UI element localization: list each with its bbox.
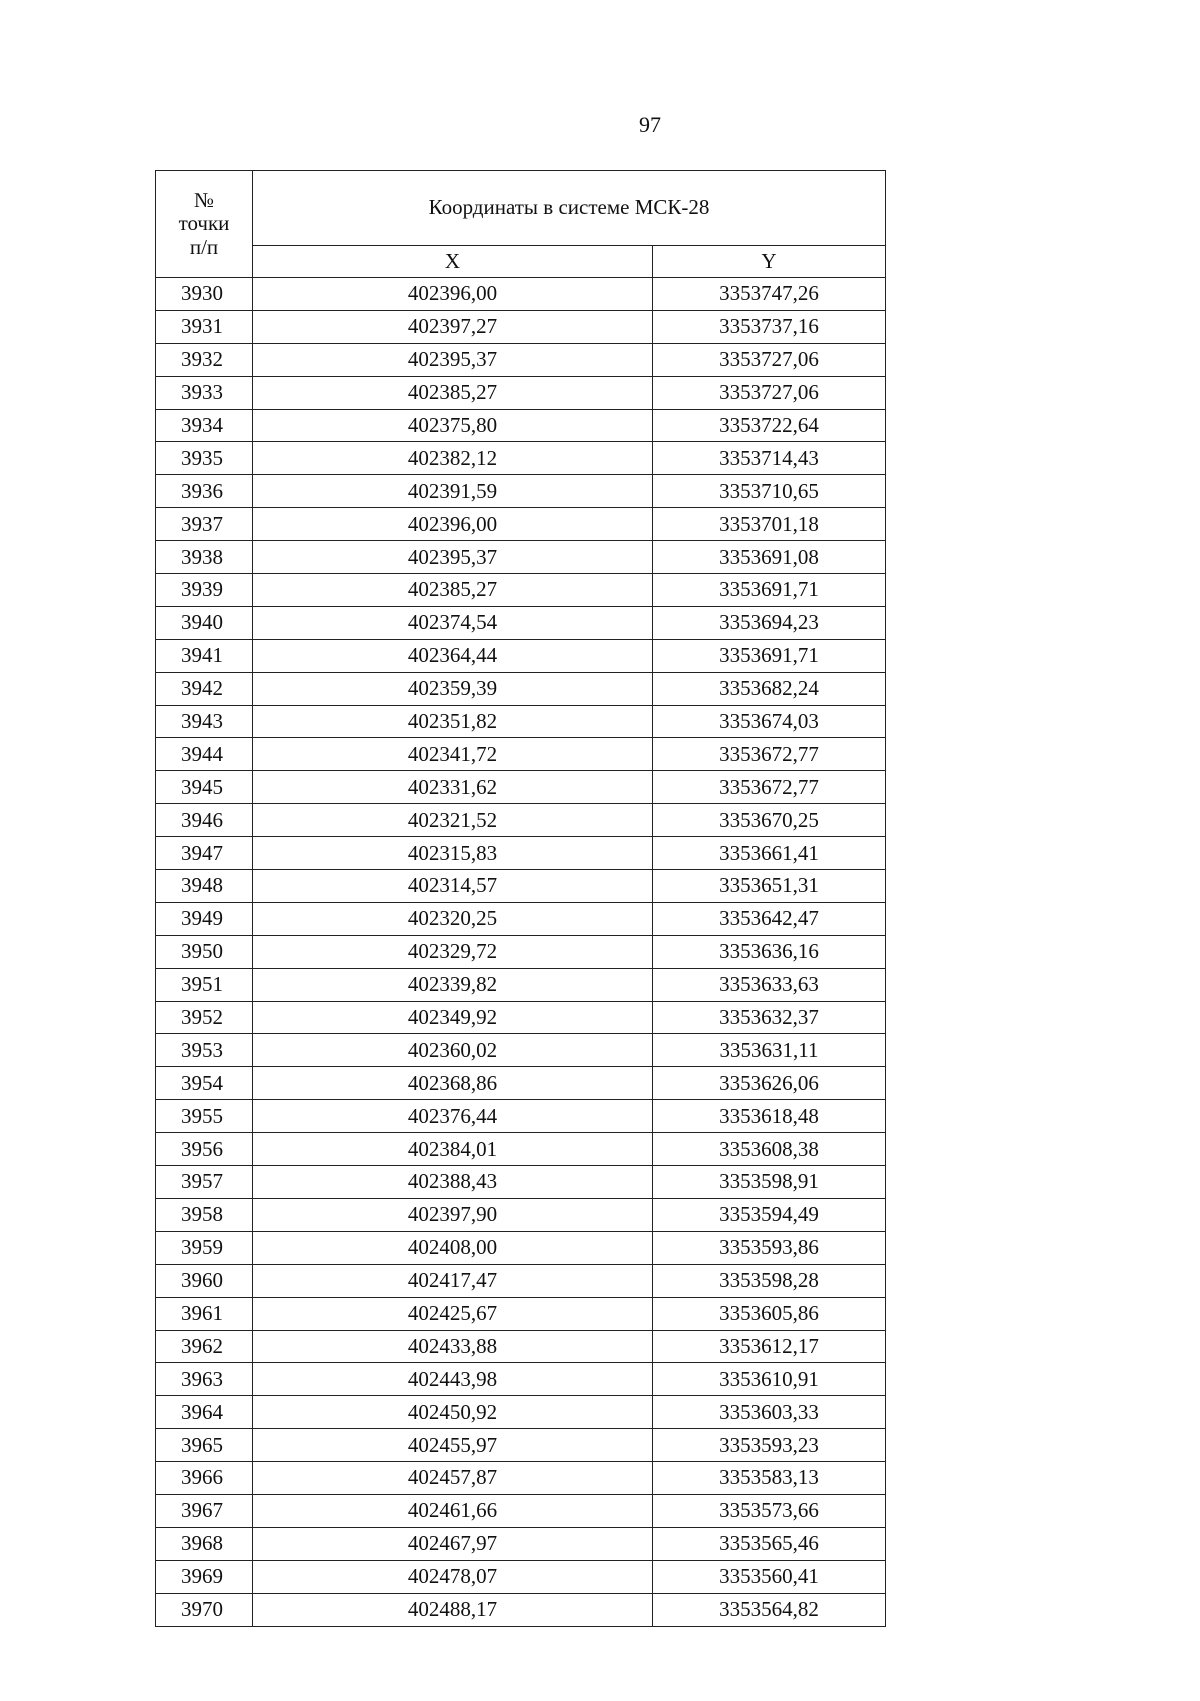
table-row <box>156 705 886 738</box>
point-number-cell: 3956 <box>156 1133 253 1166</box>
table-row <box>156 1264 886 1297</box>
point-number-header-line: п/п <box>189 234 219 259</box>
x-coordinate-cell: 402417,47 <box>253 1264 653 1297</box>
point-number-cell: 3958 <box>156 1198 253 1231</box>
x-coordinate-cell: 402395,37 <box>253 541 653 574</box>
table-row <box>156 1034 886 1067</box>
x-coordinate-cell: 402351,82 <box>253 705 653 738</box>
x-coordinate-cell: 402385,27 <box>253 376 653 409</box>
table-row <box>156 409 886 442</box>
point-number-cell: 3943 <box>156 705 253 738</box>
point-number-header-line: № <box>193 188 215 213</box>
point-number-cell: 3966 <box>156 1462 253 1495</box>
x-coordinate-cell: 402478,07 <box>253 1560 653 1593</box>
table-row <box>156 541 886 574</box>
y-coordinate-cell: 3353598,28 <box>653 1264 886 1297</box>
x-coordinate-cell: 402384,01 <box>253 1133 653 1166</box>
y-coordinate-cell: 3353605,86 <box>653 1297 886 1330</box>
x-coordinate-cell: 402433,88 <box>253 1330 653 1363</box>
point-number-cell: 3936 <box>156 475 253 508</box>
coordinates-header: Координаты в системе МСК-28 <box>253 171 886 246</box>
x-coordinate-cell: 402375,80 <box>253 409 653 442</box>
x-coordinate-cell: 402450,92 <box>253 1396 653 1429</box>
coordinates-table <box>155 170 886 1627</box>
point-number-cell: 3964 <box>156 1396 253 1429</box>
table-row <box>156 968 886 1001</box>
x-coordinate-cell: 402397,27 <box>253 310 653 343</box>
table-row <box>156 1166 886 1199</box>
point-number-cell: 3931 <box>156 310 253 343</box>
point-number-cell: 3961 <box>156 1297 253 1330</box>
x-coordinate-cell: 402461,66 <box>253 1494 653 1527</box>
point-number-cell: 3947 <box>156 837 253 870</box>
y-coordinate-cell: 3353674,03 <box>653 705 886 738</box>
table-row <box>156 1429 886 1462</box>
point-number-cell: 3942 <box>156 672 253 705</box>
point-number-cell: 3937 <box>156 508 253 541</box>
point-number-cell: 3940 <box>156 606 253 639</box>
point-number-cell: 3938 <box>156 541 253 574</box>
x-coordinate-cell: 402396,00 <box>253 508 653 541</box>
point-number-cell: 3970 <box>156 1593 253 1626</box>
y-coordinate-cell: 3353672,77 <box>653 738 886 771</box>
point-number-cell: 3957 <box>156 1166 253 1199</box>
y-coordinate-cell: 3353691,71 <box>653 574 886 607</box>
table-row <box>156 1363 886 1396</box>
x-header: X <box>253 246 653 278</box>
y-coordinate-cell: 3353722,64 <box>653 409 886 442</box>
y-coordinate-cell: 3353691,08 <box>653 541 886 574</box>
point-number-cell: 3939 <box>156 574 253 607</box>
y-coordinate-cell: 3353593,23 <box>653 1429 886 1462</box>
x-coordinate-cell: 402408,00 <box>253 1231 653 1264</box>
table-row <box>156 1100 886 1133</box>
point-number-cell: 3941 <box>156 639 253 672</box>
table-row <box>156 376 886 409</box>
y-coordinate-cell: 3353727,06 <box>653 343 886 376</box>
point-number-cell: 3965 <box>156 1429 253 1462</box>
page-number: 97 <box>639 112 661 137</box>
y-coordinate-cell: 3353583,13 <box>653 1462 886 1495</box>
y-coordinate-cell: 3353612,17 <box>653 1330 886 1363</box>
table-header <box>156 171 886 278</box>
table-row <box>156 935 886 968</box>
x-coordinate-cell: 402396,00 <box>253 278 653 311</box>
y-coordinate-cell: 3353651,31 <box>653 870 886 903</box>
y-coordinate-cell: 3353598,91 <box>653 1166 886 1199</box>
x-coordinate-cell: 402364,44 <box>253 639 653 672</box>
y-header: Y <box>653 246 886 278</box>
table-row <box>156 1527 886 1560</box>
x-coordinate-cell: 402359,39 <box>253 672 653 705</box>
point-number-cell: 3951 <box>156 968 253 1001</box>
point-number-cell: 3969 <box>156 1560 253 1593</box>
point-number-header-line: точки <box>178 211 230 236</box>
point-number-cell: 3933 <box>156 376 253 409</box>
x-coordinate-cell: 402425,67 <box>253 1297 653 1330</box>
y-coordinate-cell: 3353593,86 <box>653 1231 886 1264</box>
table-row <box>156 870 886 903</box>
x-coordinate-cell: 402455,97 <box>253 1429 653 1462</box>
x-coordinate-cell: 402349,92 <box>253 1001 653 1034</box>
table-row <box>156 1494 886 1527</box>
table-row <box>156 902 886 935</box>
point-number-cell: 3945 <box>156 771 253 804</box>
y-coordinate-cell: 3353636,16 <box>653 935 886 968</box>
y-coordinate-cell: 3353632,37 <box>653 1001 886 1034</box>
x-coordinate-cell: 402329,72 <box>253 935 653 968</box>
point-number-cell: 3955 <box>156 1100 253 1133</box>
x-coordinate-cell: 402321,52 <box>253 804 653 837</box>
point-number-cell: 3959 <box>156 1231 253 1264</box>
point-number-cell: 3934 <box>156 409 253 442</box>
y-coordinate-cell: 3353672,77 <box>653 771 886 804</box>
table-row <box>156 278 886 311</box>
y-coordinate-cell: 3353747,26 <box>653 278 886 311</box>
table-row <box>156 1133 886 1166</box>
y-coordinate-cell: 3353610,91 <box>653 1363 886 1396</box>
point-number-cell: 3949 <box>156 902 253 935</box>
table-row <box>156 606 886 639</box>
table-row <box>156 804 886 837</box>
x-coordinate-cell: 402314,57 <box>253 870 653 903</box>
table-row <box>156 1297 886 1330</box>
y-coordinate-cell: 3353714,43 <box>653 442 886 475</box>
y-coordinate-cell: 3353573,66 <box>653 1494 886 1527</box>
table-row <box>156 1396 886 1429</box>
point-number-cell: 3960 <box>156 1264 253 1297</box>
y-coordinate-cell: 3353565,46 <box>653 1527 886 1560</box>
y-coordinate-cell: 3353642,47 <box>653 902 886 935</box>
x-coordinate-cell: 402382,12 <box>253 442 653 475</box>
table-row <box>156 639 886 672</box>
x-coordinate-cell: 402385,27 <box>253 574 653 607</box>
x-coordinate-cell: 402467,97 <box>253 1527 653 1560</box>
x-coordinate-cell: 402339,82 <box>253 968 653 1001</box>
point-number-cell: 3948 <box>156 870 253 903</box>
point-number-cell: 3952 <box>156 1001 253 1034</box>
y-coordinate-cell: 3353727,06 <box>653 376 886 409</box>
y-coordinate-cell: 3353694,23 <box>653 606 886 639</box>
table-row <box>156 1593 886 1626</box>
y-coordinate-cell: 3353626,06 <box>653 1067 886 1100</box>
y-coordinate-cell: 3353701,18 <box>653 508 886 541</box>
point-number-cell: 3944 <box>156 738 253 771</box>
x-coordinate-cell: 402488,17 <box>253 1593 653 1626</box>
table-row <box>156 1560 886 1593</box>
point-number-cell: 3946 <box>156 804 253 837</box>
table-row <box>156 1198 886 1231</box>
table-row <box>156 672 886 705</box>
x-coordinate-cell: 402341,72 <box>253 738 653 771</box>
x-coordinate-cell: 402315,83 <box>253 837 653 870</box>
x-coordinate-cell: 402457,87 <box>253 1462 653 1495</box>
table-row <box>156 1462 886 1495</box>
table-row <box>156 574 886 607</box>
table-body <box>156 278 886 1627</box>
y-coordinate-cell: 3353603,33 <box>653 1396 886 1429</box>
x-coordinate-cell: 402320,25 <box>253 902 653 935</box>
table-row <box>156 343 886 376</box>
y-coordinate-cell: 3353594,49 <box>653 1198 886 1231</box>
table-row <box>156 771 886 804</box>
x-coordinate-cell: 402374,54 <box>253 606 653 639</box>
point-number-cell: 3950 <box>156 935 253 968</box>
y-coordinate-cell: 3353560,41 <box>653 1560 886 1593</box>
y-coordinate-cell: 3353564,82 <box>653 1593 886 1626</box>
table-row <box>156 1231 886 1264</box>
x-coordinate-cell: 402360,02 <box>253 1034 653 1067</box>
y-coordinate-cell: 3353737,16 <box>653 310 886 343</box>
y-coordinate-cell: 3353618,48 <box>653 1100 886 1133</box>
table-row <box>156 1001 886 1034</box>
table-row <box>156 310 886 343</box>
point-number-cell: 3930 <box>156 278 253 311</box>
table-row <box>156 475 886 508</box>
point-number-header <box>156 171 253 278</box>
y-coordinate-cell: 3353661,41 <box>653 837 886 870</box>
x-coordinate-cell: 402368,86 <box>253 1067 653 1100</box>
point-number-cell: 3953 <box>156 1034 253 1067</box>
point-number-cell: 3962 <box>156 1330 253 1363</box>
point-number-cell: 3932 <box>156 343 253 376</box>
x-coordinate-cell: 402443,98 <box>253 1363 653 1396</box>
table-row <box>156 508 886 541</box>
y-coordinate-cell: 3353691,71 <box>653 639 886 672</box>
table-row <box>156 837 886 870</box>
point-number-cell: 3935 <box>156 442 253 475</box>
y-coordinate-cell: 3353710,65 <box>653 475 886 508</box>
x-coordinate-cell: 402397,90 <box>253 1198 653 1231</box>
x-coordinate-cell: 402391,59 <box>253 475 653 508</box>
x-coordinate-cell: 402331,62 <box>253 771 653 804</box>
table-row <box>156 738 886 771</box>
point-number-cell: 3968 <box>156 1527 253 1560</box>
x-coordinate-cell: 402376,44 <box>253 1100 653 1133</box>
table-row <box>156 1067 886 1100</box>
table-row <box>156 1330 886 1363</box>
point-number-cell: 3967 <box>156 1494 253 1527</box>
y-coordinate-cell: 3353608,38 <box>653 1133 886 1166</box>
y-coordinate-cell: 3353682,24 <box>653 672 886 705</box>
point-number-cell: 3963 <box>156 1363 253 1396</box>
y-coordinate-cell: 3353633,63 <box>653 968 886 1001</box>
x-coordinate-cell: 402388,43 <box>253 1166 653 1199</box>
y-coordinate-cell: 3353631,11 <box>653 1034 886 1067</box>
table-row <box>156 442 886 475</box>
y-coordinate-cell: 3353670,25 <box>653 804 886 837</box>
x-coordinate-cell: 402395,37 <box>253 343 653 376</box>
point-number-cell: 3954 <box>156 1067 253 1100</box>
